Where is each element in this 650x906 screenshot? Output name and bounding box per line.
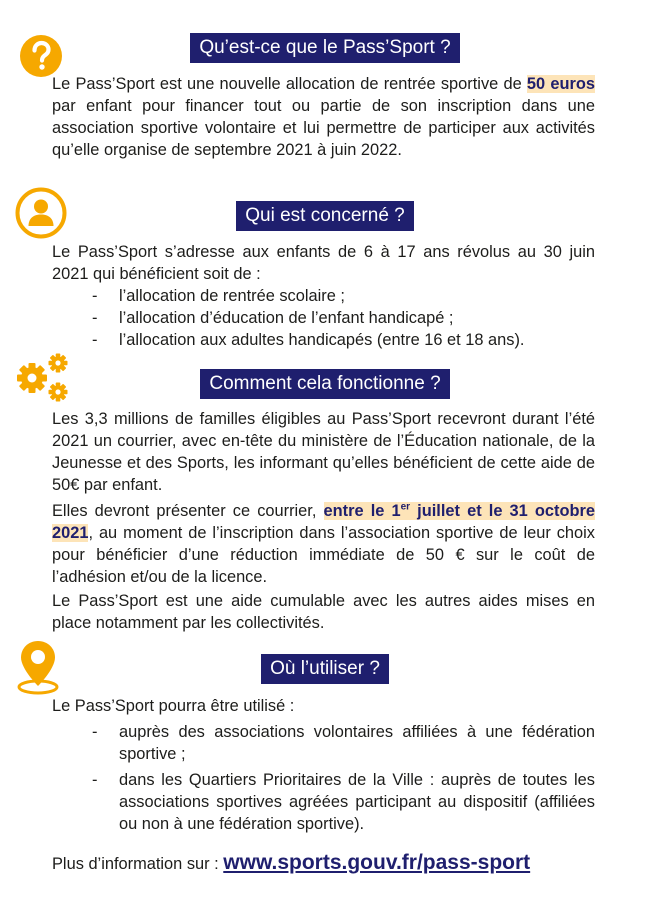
section-paragraph: Les 3,3 millions de familles éligibles au Pass’Sport recevront durant l’été 2021 un courrier, avec en-tête du ministère de l’Éducation nationale, de la Jeunesse et des Sports, les informant qu’elles bénéficient de cette aide de 50€ par enfant. (52, 410, 595, 494)
dash-bullet: - (92, 771, 98, 789)
paragraph-text: , au moment de l’inscription dans l’association sportive de leur choix pour bénéficier d’une réduction immédiate de 50 € sur le coût de l’adhésion et/ou de la licence. (52, 524, 595, 586)
usage-list (92, 721, 595, 835)
list-item (92, 329, 595, 351)
section-paragraph: Le Pass’Sport s’adresse aux enfants de 6 à 17 ans révolus au 30 juin 2021 qui bénéficient soit de : (52, 243, 595, 283)
section-heading: Qui est concerné ? (236, 201, 413, 231)
section-heading: Où l’utiliser ? (261, 654, 389, 684)
list-item (92, 721, 595, 765)
section-paragraph (52, 500, 595, 588)
highlight-text: entre le 1 (323, 502, 401, 520)
dash-bullet: - (92, 331, 98, 349)
section-paragraph (52, 73, 595, 161)
section-paragraph: Le Pass’Sport est une aide cumulable avec les autres aides mises en place notamment par les collectivités. (52, 592, 595, 632)
highlight-amount: 50 euros (526, 75, 595, 93)
eligibility-list (92, 285, 595, 351)
section-heading: Qu’est-ce que le Pass’Sport ? (190, 33, 459, 63)
footer-label: Plus d’information sur : (52, 855, 219, 873)
dash-bullet: - (92, 309, 98, 327)
list-item-text: l’allocation d’éducation de l’enfant handicapé ; (119, 309, 454, 327)
list-item-text: dans les Quartiers Prioritaires de la Ville : auprès de toutes les associations sportives agréées participant au dispositif (affiliées ou non à une fédération sportive). (119, 771, 595, 833)
paragraph-text: Elles devront présenter ce courrier, (52, 502, 324, 520)
paragraph-text: Le Pass’Sport est une nouvelle allocation de rentrée sportive de (52, 75, 527, 93)
footer (52, 851, 612, 875)
list-item-text: l’allocation de rentrée scolaire ; (119, 287, 345, 305)
list-item (92, 285, 595, 307)
list-item (92, 769, 595, 835)
list-item-text: auprès des associations volontaires affiliées à une fédération sportive ; (119, 723, 595, 763)
paragraph-text: par enfant pour financer tout ou partie de son inscription dans une association sportive volontaire et lui permettre de participer aux activités qu’elle organise de septembre 2021 à juin 2022. (52, 97, 595, 159)
pass-sport-link[interactable]: www.sports.gouv.fr/pass-sport (223, 851, 531, 874)
dash-bullet: - (92, 287, 98, 305)
section-heading: Comment cela fonctionne ? (200, 369, 449, 399)
dash-bullet: - (92, 723, 98, 741)
section-paragraph: Le Pass’Sport pourra être utilisé : (52, 697, 295, 715)
highlight-text: juillet et le 31 octobre 2021 (52, 502, 595, 542)
list-item (92, 307, 595, 329)
ordinal-superscript: er (400, 501, 411, 513)
list-item-text: l’allocation aux adultes handicapés (entre 16 et 18 ans). (119, 331, 525, 349)
